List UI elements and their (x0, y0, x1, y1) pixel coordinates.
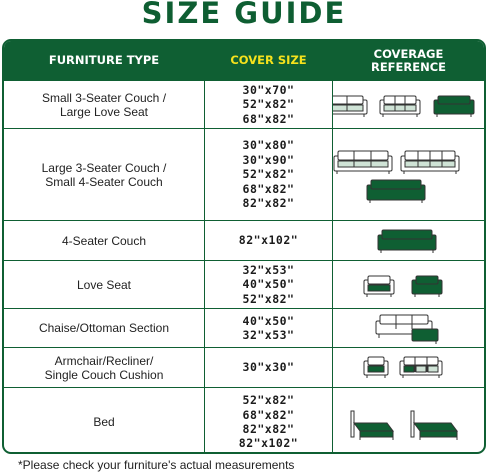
coverage-reference-cell (333, 221, 484, 260)
coverage-reference-cell (333, 129, 484, 220)
chaise-coverage-illustration (333, 310, 484, 347)
loveseat-coverage-illustration (333, 262, 484, 308)
cover-size-cell (204, 221, 333, 260)
couch-coverage-illustration (333, 82, 484, 128)
size-value: 52"x82" (242, 97, 295, 112)
size-value: 40"x50" (242, 277, 295, 292)
table-row (4, 80, 484, 128)
size-value: 82"x82" (242, 422, 295, 436)
furniture-type-cell: Armchair/Recliner/ Single Couch Cushion (44, 353, 164, 382)
couch-coverage-illustration (333, 222, 484, 260)
size-value: 68"x82" (242, 111, 295, 126)
cover-size-cell (204, 81, 333, 128)
furniture-type-cell: Bed (93, 415, 115, 429)
size-value: 30"x70" (242, 82, 295, 97)
size-value: 30"x80" (242, 138, 295, 153)
coverage-reference-cell (333, 81, 484, 128)
size-guide-table (2, 39, 486, 454)
furniture-type-cell: Love Seat (76, 277, 132, 292)
armchair-coverage-illustration (333, 349, 484, 387)
header-coverage-reference: COVERAGE REFERENCE (370, 46, 447, 74)
coverage-reference-cell (333, 388, 484, 454)
header-furniture-type: FURNITURE TYPE (48, 53, 160, 67)
size-value: 68"x82" (242, 407, 295, 422)
size-value: 30"x90" (242, 152, 295, 167)
size-value: 32"x53" (242, 262, 295, 277)
furniture-type-cell: Small 3-Seater Couch / Large Love Seat (41, 90, 167, 119)
size-value: 82"x102" (238, 233, 299, 248)
coverage-reference-cell (333, 348, 484, 387)
table-row (4, 387, 484, 454)
couch-coverage-illustration (333, 130, 484, 220)
cover-size-cell (204, 348, 333, 387)
furniture-type-cell: Large 3-Seater Couch / Small 4-Seater Couch (41, 160, 167, 189)
table-row (4, 128, 484, 220)
size-value: 52"x82" (242, 393, 295, 408)
size-value: 52"x82" (242, 291, 295, 306)
cover-size-cell (204, 309, 333, 347)
size-value: 30"x30" (242, 360, 295, 375)
table-row (4, 347, 484, 387)
size-value: 82"x102" (238, 436, 299, 451)
table-row (4, 220, 484, 260)
coverage-reference-cell (333, 309, 484, 347)
cover-size-cell (204, 388, 333, 454)
page-title: SIZE GUIDE (141, 0, 347, 30)
furniture-type-cell: Chaise/Ottoman Section (38, 321, 170, 335)
table-row (4, 308, 484, 347)
size-value: 68"x82" (242, 181, 295, 196)
footnote: *Please check your furniture's actual measurements (18, 458, 295, 472)
furniture-type-cell: 4-Seater Couch (61, 233, 147, 248)
size-value: 40"x50" (242, 313, 295, 328)
table-row (4, 260, 484, 308)
bed-coverage-illustration (333, 389, 484, 455)
table-header (4, 41, 484, 80)
size-value: 32"x53" (242, 328, 295, 342)
cover-size-cell (204, 129, 333, 220)
cover-size-cell (204, 261, 333, 308)
size-value: 52"x82" (242, 167, 295, 182)
size-value: 82"x82" (242, 196, 295, 211)
header-cover-size: COVER SIZE (230, 53, 307, 67)
coverage-reference-cell (333, 261, 484, 308)
